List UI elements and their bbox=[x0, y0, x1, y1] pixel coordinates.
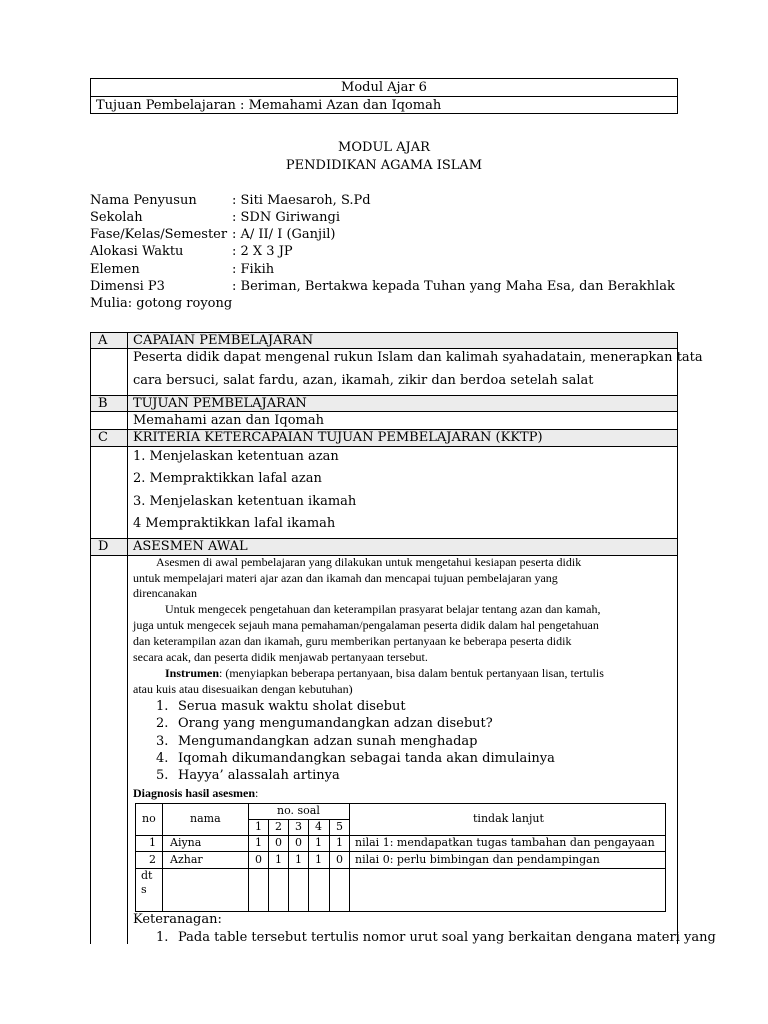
header-no-soal: no. soal bbox=[277, 804, 320, 817]
doc-title-line2: PENDIDIKAN AGAMA ISLAM bbox=[285, 158, 483, 173]
row-score: 1 bbox=[336, 836, 343, 849]
table-border bbox=[308, 819, 309, 912]
instrument-text: : (menyiapkan beberapa pertanyaan, bisa dalam bentuk pertanyaan lisan, tertulis bbox=[219, 666, 604, 680]
diagnosis-table bbox=[135, 803, 666, 912]
keterangan-label: Keteranagan: bbox=[133, 912, 222, 927]
soal-number: 1 bbox=[255, 820, 262, 833]
row-score: 0 bbox=[275, 836, 282, 849]
row-no: dt bbox=[141, 869, 153, 882]
row-no: 1 bbox=[149, 836, 156, 849]
row-no: 2 bbox=[149, 853, 156, 866]
diagnosis-colon: : bbox=[255, 786, 259, 800]
section-a-line: Peserta didik dapat mengenal rukun Islam dan kalimah syahadatain, menerapkan tata bbox=[133, 350, 703, 365]
row-tindak: nilai 1: mendapatkan tugas tambahan dan pengayaan bbox=[355, 836, 655, 849]
assessment-para2-line: secara acak, dan peserta didik menjawab pertanyaan tersebut. bbox=[133, 650, 428, 664]
table-border bbox=[90, 446, 678, 447]
row-score: 1 bbox=[255, 836, 262, 849]
row-score: 1 bbox=[315, 836, 322, 849]
row-score: 0 bbox=[336, 853, 343, 866]
learning-goal: Tujuan Pembelajaran : Memahami Azan dan Iqomah bbox=[96, 98, 442, 113]
table-border bbox=[665, 803, 666, 912]
identity-row bbox=[90, 278, 690, 295]
identity-key: Nama Penyusun bbox=[90, 193, 197, 208]
identity-row bbox=[90, 243, 690, 260]
question-number: 2. bbox=[156, 716, 169, 731]
module-header-box bbox=[90, 78, 678, 114]
identity-value: : Siti Maesaroh, S.Pd bbox=[232, 193, 371, 208]
identity-key: Dimensi P3 bbox=[90, 279, 165, 294]
assessment-para1-line: direncanakan bbox=[133, 586, 197, 600]
section-letter: A bbox=[98, 333, 108, 348]
header-nama: nama bbox=[190, 812, 221, 825]
table-border bbox=[677, 332, 678, 944]
row-score: 0 bbox=[255, 853, 262, 866]
identity-row bbox=[90, 192, 690, 209]
note-number: 1. bbox=[156, 930, 169, 945]
diagnosis-label: Diagnosis hasil asesmen bbox=[133, 786, 256, 800]
kktp-item: 2. Mempraktikkan lafal azan bbox=[133, 471, 322, 486]
row-score: 1 bbox=[315, 853, 322, 866]
table-border bbox=[135, 803, 136, 912]
table-border bbox=[268, 819, 269, 912]
section-heading: CAPAIAN PEMBELAJARAN bbox=[133, 333, 314, 348]
identity-continuation: Mulia: gotong royong bbox=[90, 296, 233, 311]
section-letter: C bbox=[98, 430, 108, 445]
table-border bbox=[248, 803, 249, 912]
table-border bbox=[329, 819, 330, 912]
question-number: 1. bbox=[156, 699, 169, 714]
row-score: 1 bbox=[275, 853, 282, 866]
question-text: Hayya’ alassalah artinya bbox=[178, 768, 340, 783]
assessment-para2-line: Untuk mengecek pengetahuan dan keterampilan prasyarat belajar tentang azan dan kamah, bbox=[165, 602, 601, 616]
question-text: Mengumandangkan adzan sunah menghadap bbox=[178, 734, 478, 749]
row-no: s bbox=[141, 883, 147, 896]
question-number: 5. bbox=[156, 768, 169, 783]
table-border bbox=[288, 819, 289, 912]
row-tindak: nilai 0: perlu bimbingan dan pendampingan bbox=[355, 853, 600, 866]
section-letter: B bbox=[98, 396, 108, 411]
identity-row bbox=[90, 226, 690, 243]
question-text: Orang yang mengumandangkan adzan disebut? bbox=[178, 716, 493, 731]
identity-value: : Fikih bbox=[232, 262, 275, 277]
soal-number: 3 bbox=[295, 820, 302, 833]
table-border bbox=[135, 868, 666, 869]
section-b-content: Memahami azan dan Iqomah bbox=[133, 413, 324, 428]
soal-number: 5 bbox=[336, 820, 343, 833]
soal-number: 4 bbox=[315, 820, 322, 833]
identity-row bbox=[90, 261, 690, 278]
identity-value: : SDN Giriwangi bbox=[232, 210, 340, 225]
kktp-item: 1. Menjelaskan ketentuan azan bbox=[133, 449, 339, 464]
row-nama: Aiyna bbox=[170, 836, 202, 849]
assessment-para1-line: Asesmen di awal pembelajaran yang dilakukan untuk mengetahui kesiapan peserta didik bbox=[156, 555, 582, 569]
row-score: 0 bbox=[295, 836, 302, 849]
doc-title-line1: MODUL AJAR bbox=[338, 140, 430, 155]
table-border bbox=[90, 332, 91, 944]
section-letter: D bbox=[98, 539, 109, 554]
identity-key: Alokasi Waktu bbox=[90, 244, 184, 259]
table-border bbox=[135, 851, 666, 852]
instrument-line2: atau kuis atau disesuaikan dengan kebutuhan) bbox=[133, 682, 353, 696]
question-text: Iqomah dikumandangkan sebagai tanda akan dimulainya bbox=[178, 751, 555, 766]
section-heading: ASESMEN AWAL bbox=[133, 539, 248, 554]
section-a-line: cara bersuci, salat fardu, azan, ikamah, zikir dan berdoa setelah salat bbox=[133, 373, 594, 388]
table-border bbox=[127, 332, 128, 944]
question-number: 3. bbox=[156, 734, 169, 749]
identity-value: : A/ II/ I (Ganjil) bbox=[232, 227, 336, 242]
instrument-line bbox=[165, 666, 604, 681]
kktp-item: 3. Menjelaskan ketentuan ikamah bbox=[133, 494, 357, 509]
assessment-para1-line: untuk mempelajari materi ajar azan dan ikamah dan mencapai tujuan pembelajaran yang bbox=[133, 571, 558, 585]
identity-key: Sekolah bbox=[90, 210, 143, 225]
soal-number: 2 bbox=[275, 820, 282, 833]
header-tindak-lanjut: tindak lanjut bbox=[473, 812, 544, 825]
question-text: Serua masuk waktu sholat disebut bbox=[178, 699, 406, 714]
section-heading: KRITERIA KETERCAPAIAN TUJUAN PEMBELAJARAN (KKTP) bbox=[133, 430, 543, 445]
identity-key: Elemen bbox=[90, 262, 140, 277]
identity-key: Fase/Kelas/Semester bbox=[90, 227, 228, 242]
identity-value: : Beriman, Bertakwa kepada Tuhan yang Maha Esa, dan Berakhlak bbox=[232, 279, 675, 294]
identity-row bbox=[90, 209, 690, 226]
table-border bbox=[349, 803, 350, 912]
diagnosis-heading bbox=[133, 786, 258, 801]
module-title: Modul Ajar 6 bbox=[91, 79, 677, 97]
table-border bbox=[162, 803, 163, 912]
row-nama: Azhar bbox=[170, 853, 203, 866]
kktp-item: 4 Mempraktikkan lafal ikamah bbox=[133, 516, 336, 531]
table-border bbox=[135, 803, 666, 804]
identity-value: : 2 X 3 JP bbox=[232, 244, 293, 259]
assessment-para2-line: juga untuk mengecek sejauh mana pemahaman/pengalaman peserta didik dalam hal pengetahuan bbox=[133, 618, 599, 632]
assessment-para2-line: dan keterampilan azan dan ikamah, guru memberikan pertanyaan ke beberapa peserta didik bbox=[133, 634, 572, 648]
section-heading: TUJUAN PEMBELAJARAN bbox=[133, 396, 307, 411]
instrument-label: Instrumen bbox=[165, 666, 220, 680]
row-score: 1 bbox=[295, 853, 302, 866]
question-number: 4. bbox=[156, 751, 169, 766]
note-text: Pada table tersebut tertulis nomor urut soal yang berkaitan dengana materi yang bbox=[178, 930, 716, 945]
header-no: no bbox=[142, 812, 156, 825]
